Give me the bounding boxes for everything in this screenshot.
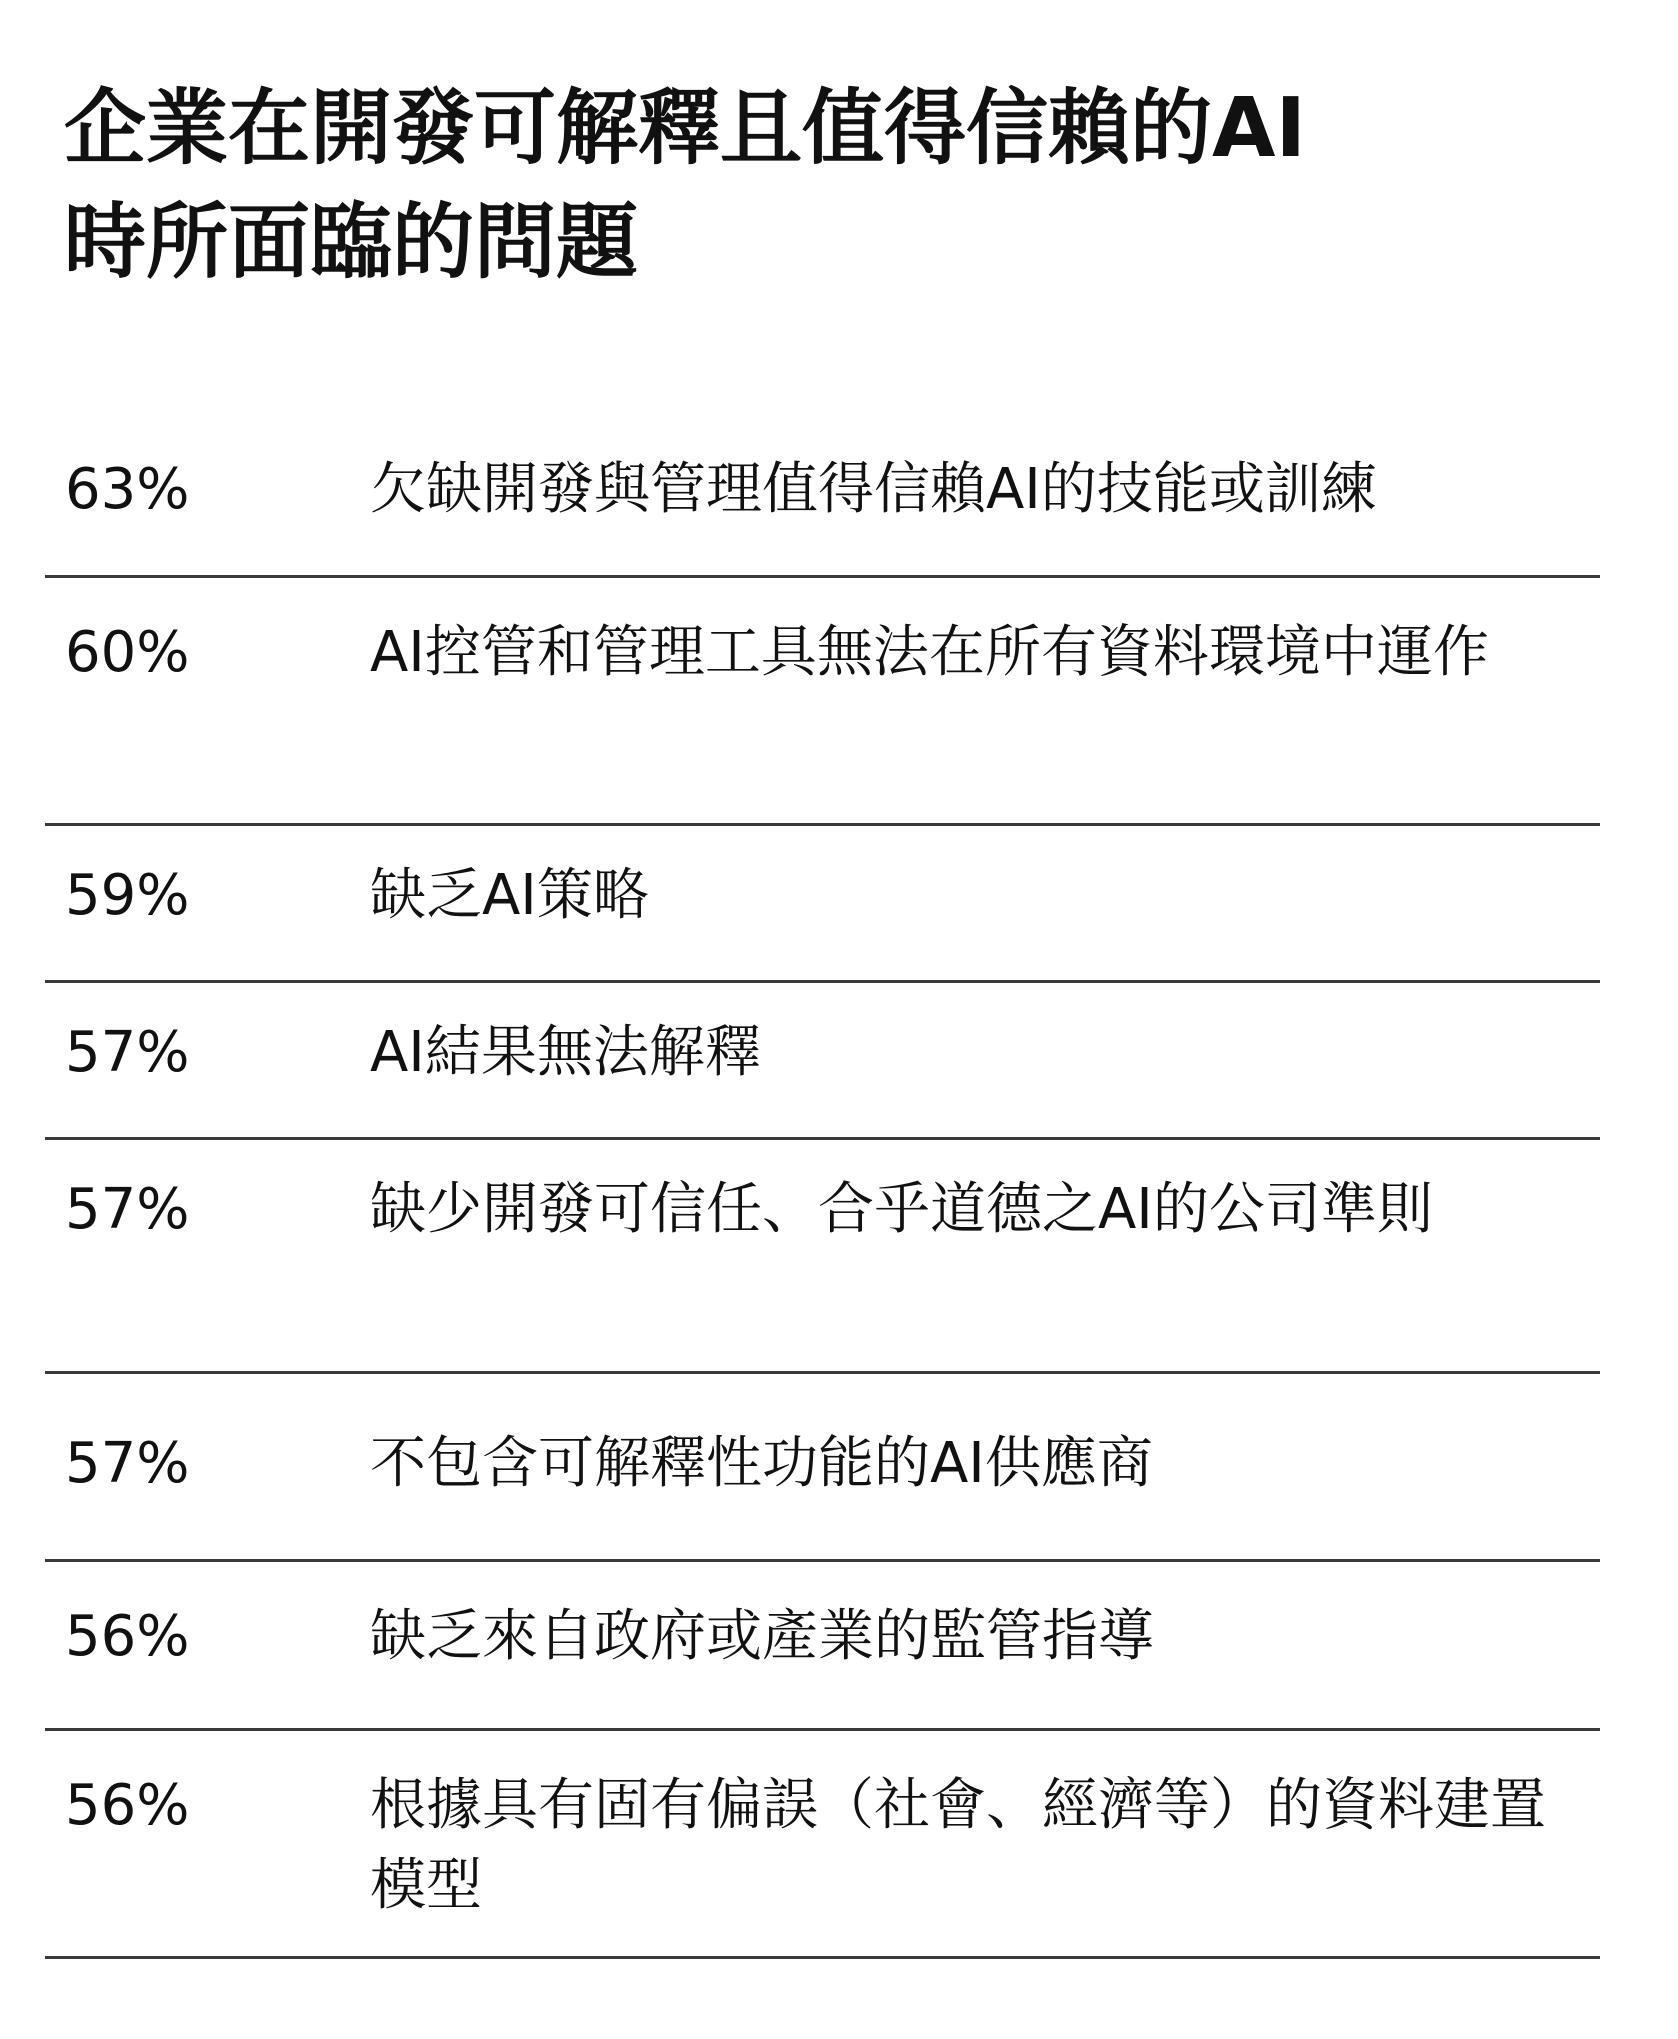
issue-text: 缺乏來自政府或產業的監管指導 (370, 1604, 1154, 1669)
issue-text: 缺乏AI策略 (370, 863, 649, 928)
title-line-1: 企業在開發可解釋且值得信賴的AI (64, 81, 1306, 176)
table-row (45, 1374, 1600, 1562)
issue-text: 不包含可解釋性功能的AI供應商 (370, 1431, 1153, 1496)
title-line-2: 時所面臨的問題 (64, 195, 639, 290)
table-row (45, 578, 1600, 826)
table-row (45, 1140, 1600, 1374)
percent-value: 59% (65, 863, 190, 928)
percent-value: 56% (65, 1604, 190, 1669)
percent-value: 57% (65, 1020, 190, 1085)
issues-table (45, 420, 1600, 1959)
table-row (45, 1731, 1600, 1959)
issue-text: 欠缺開發與管理值得信賴AI的技能或訓練 (370, 457, 1377, 522)
table-row (45, 826, 1600, 983)
percent-value: 57% (65, 1431, 190, 1496)
percent-value: 60% (65, 620, 190, 685)
percent-value: 56% (65, 1773, 190, 1838)
table-row (45, 1562, 1600, 1731)
table-row (45, 420, 1600, 578)
issue-text: 根據具有固有偏誤（社會、經濟等）的資料建置模型 (370, 1773, 1546, 1918)
page-title (64, 72, 1584, 300)
issue-text: AI結果無法解釋 (370, 1020, 761, 1085)
issue-text: AI控管和管理工具無法在所有資料環境中運作 (370, 620, 1489, 685)
percent-value: 57% (65, 1177, 190, 1242)
percent-value: 63% (65, 457, 190, 522)
issue-text: 缺少開發可信任、合乎道德之AI的公司準則 (370, 1177, 1433, 1242)
table-row (45, 983, 1600, 1140)
